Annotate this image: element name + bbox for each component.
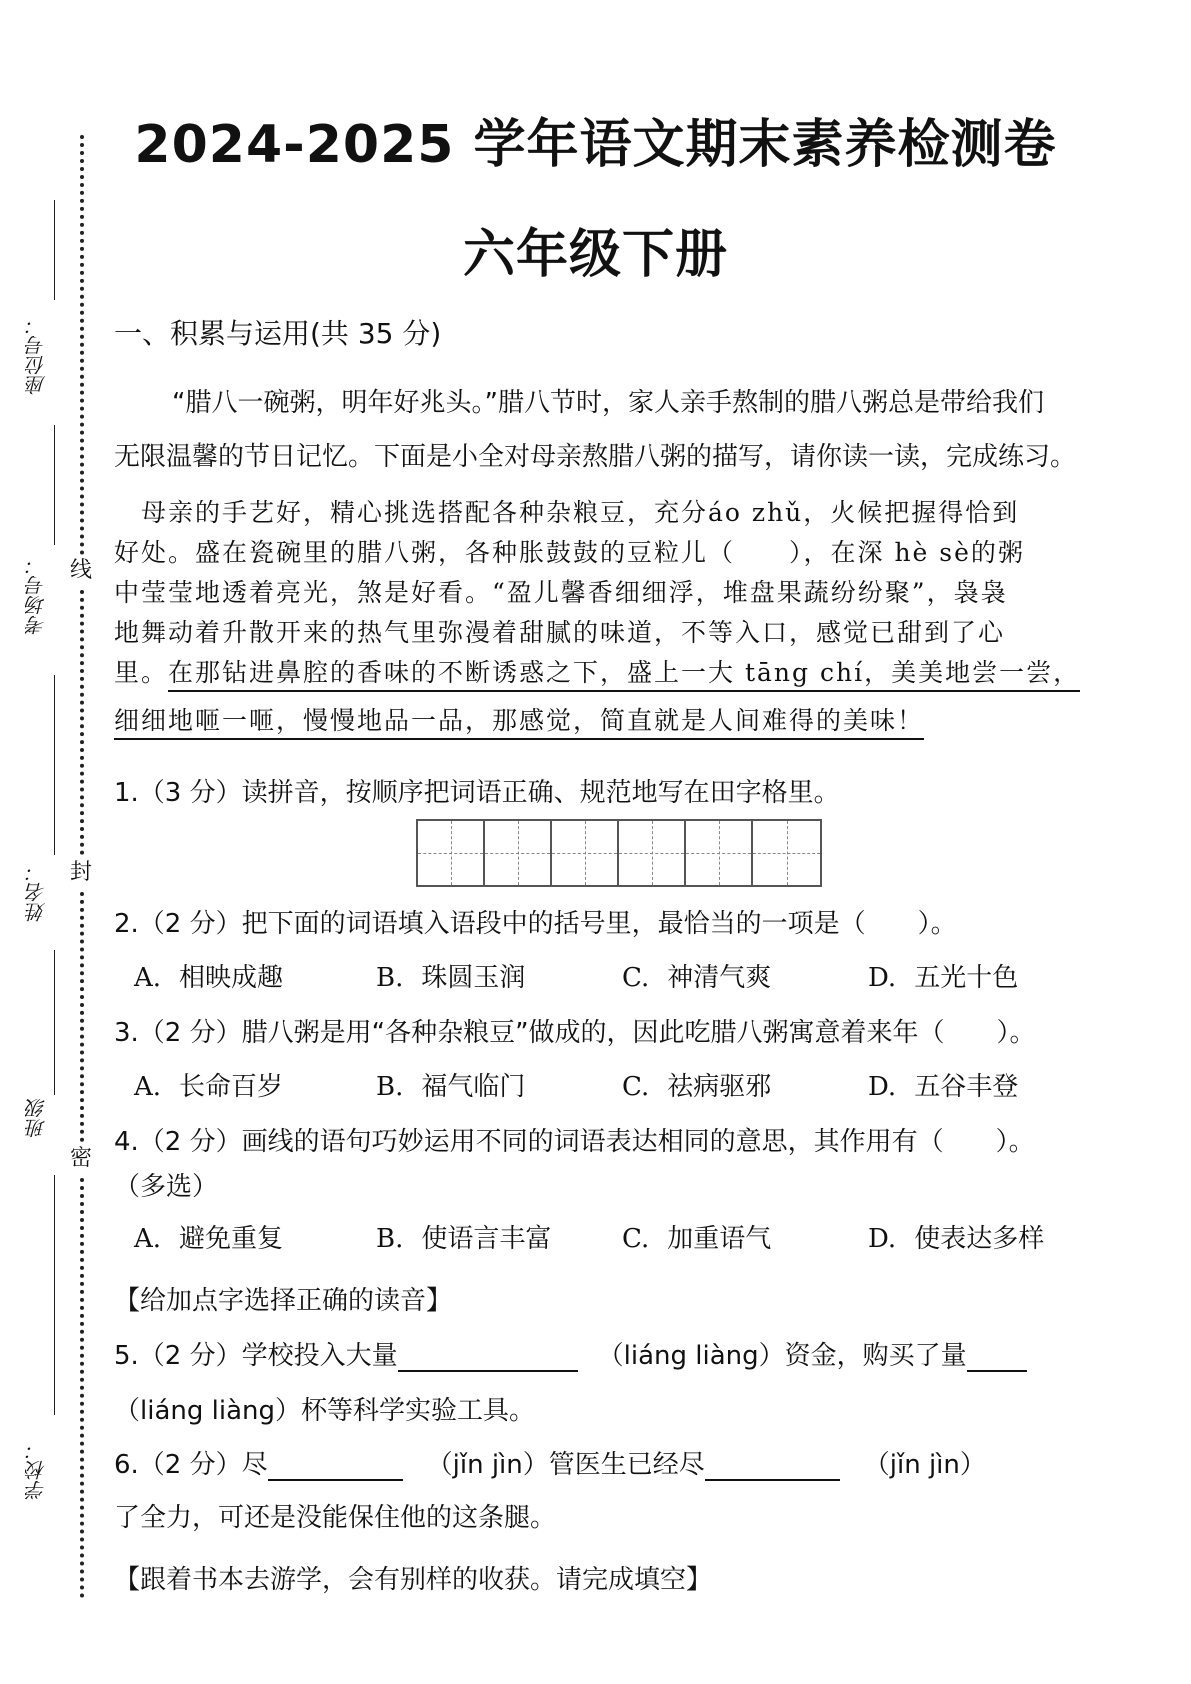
option-text: 福气临门 [421, 1072, 526, 1102]
option-a[interactable] [134, 1066, 283, 1103]
passage-line: 地舞动着升散开来的热气里弥漫着甜腻的味道，不等入口，感觉已甜到了心 [114, 618, 1006, 647]
passage-line: 中莹莹地透着亮光，煞是好看。“盈儿馨香细细浮，堆盘果蔬纷纷聚”，袅袅 [114, 578, 1008, 607]
grid-cell[interactable] [753, 821, 820, 885]
name-label: 姓名： [25, 862, 49, 922]
grid-cell[interactable] [418, 821, 485, 885]
option-key: A. [134, 1224, 162, 1254]
field-line [54, 675, 55, 855]
passage-text: 里。 [114, 658, 169, 687]
option-text: 使表达多样 [914, 1224, 1045, 1254]
option-key: C. [622, 1224, 650, 1254]
answer-blank[interactable] [967, 1344, 1027, 1372]
question-6 [114, 1444, 986, 1481]
question-text: （liáng liàng）资金，购买了量 [597, 1341, 967, 1371]
question-4: 4.（2 分）画线的语句巧妙运用不同的词语表达相同的意思，其作用有（ ）。 [114, 1127, 1035, 1157]
field-line [54, 1175, 55, 1415]
option-d[interactable] [868, 1218, 1044, 1255]
grid-cell[interactable] [552, 821, 619, 885]
option-d[interactable] [868, 957, 1018, 994]
passage-line: 母亲的手艺好，精心挑选搭配各种杂粮豆，充分áo zhǔ，火候把握得恰到 [114, 498, 1020, 527]
school-label: 学校： [25, 1440, 49, 1500]
option-text: 加重语气 [667, 1224, 772, 1254]
option-key: D. [868, 1224, 897, 1254]
question-6-cont: 了全力，可还是没能保住他的这条腿。 [114, 1503, 557, 1533]
question-5-cont: （liáng liàng）杯等科学实验工具。 [114, 1396, 535, 1426]
reading-passage [114, 493, 1126, 741]
binding-mark-feng: 封 [70, 860, 93, 885]
option-key: B. [376, 1072, 404, 1102]
exam-title: 2024-2025 学年语文期末素养检测卷 [134, 115, 1057, 175]
option-text: 使语言丰富 [421, 1224, 552, 1254]
question-text: （jǐn jìn） [863, 1450, 986, 1480]
exam-subtitle: 六年级下册 [462, 225, 728, 285]
grid-cell[interactable] [619, 821, 686, 885]
dotted-cut-line [80, 135, 84, 555]
option-text: 祛病驱邪 [667, 1072, 772, 1102]
dotted-cut-line [80, 590, 84, 855]
binding-mark-mi: 密 [70, 1146, 93, 1171]
option-key: D. [868, 1072, 897, 1102]
question-text: 6.（2 分）尽 [114, 1450, 268, 1480]
subsection-heading: 【跟着书本去游学，会有别样的收获。请完成填空】 [114, 1565, 713, 1595]
option-d[interactable] [868, 1066, 1018, 1103]
grid-cell[interactable] [485, 821, 552, 885]
option-b[interactable] [376, 1218, 551, 1255]
option-c[interactable] [622, 957, 771, 994]
field-line [54, 425, 55, 545]
option-a[interactable] [134, 1218, 283, 1255]
option-a[interactable] [134, 957, 283, 994]
option-c[interactable] [622, 1066, 771, 1103]
class-label: 班级 [25, 1098, 49, 1138]
option-text: 珠圆玉润 [421, 963, 526, 993]
seat-number-label: 座位号： [25, 315, 49, 395]
section-heading: 一、积累与运用(共 35 分) [114, 317, 442, 350]
dotted-cut-line [80, 1178, 84, 1598]
option-text: 五谷丰登 [914, 1072, 1019, 1102]
question-5 [114, 1335, 1027, 1372]
answer-blank[interactable] [398, 1344, 578, 1372]
option-text: 神清气爽 [667, 963, 772, 993]
grid-cell[interactable] [686, 821, 753, 885]
option-key: A. [134, 963, 162, 993]
answer-blank[interactable] [268, 1453, 403, 1481]
option-text: 五光十色 [914, 963, 1019, 993]
option-b[interactable] [376, 1066, 525, 1103]
passage-line: 好处。盛在瓷碗里的腊八粥，各种胀鼓鼓的豆粒儿（ ），在深 hè sè的粥 [114, 538, 1025, 567]
answer-blank[interactable] [705, 1453, 840, 1481]
question-text: 5.（2 分）学校投入大量 [114, 1341, 398, 1371]
question-2: 2.（2 分）把下面的词语填入语段中的括号里，最恰当的一项是（ ）。 [114, 909, 957, 939]
option-key: B. [376, 963, 404, 993]
intro-text: “腊八一碗粥，明年好兆头。”腊八节时，家人亲手熬制的腊八粥总是带给我们 [172, 388, 1044, 418]
multi-select-note: （多选） [114, 1172, 219, 1202]
question-1: 1.（3 分）读拼音，按顺序把词语正确、规范地写在田字格里。 [114, 778, 840, 808]
underlined-sentence: 在那钻进鼻腔的香味的不断诱惑之下，盛上一大 tāng chí，美美地尝一尝， [168, 658, 1080, 692]
binding-mark-xian: 线 [70, 558, 93, 583]
option-b[interactable] [376, 957, 525, 994]
question-3: 3.（2 分）腊八粥是用“各种杂粮豆”做成的，因此吃腊八粥寓意着来年（ ）。 [114, 1018, 1036, 1048]
intro-text: 无限温馨的节日记忆。下面是小全对母亲熬腊八粥的描写，请你读一读，完成练习。 [114, 442, 1077, 472]
option-key: A. [134, 1072, 162, 1102]
option-key: D. [868, 963, 897, 993]
dotted-cut-line [80, 892, 84, 1142]
tianzige-grid[interactable] [416, 819, 822, 887]
option-key: B. [376, 1224, 404, 1254]
passage-line [114, 653, 1126, 693]
subsection-heading: 【给加点字选择正确的读音】 [114, 1286, 453, 1316]
field-line [54, 950, 55, 1095]
underlined-sentence: 细细地咂一咂，慢慢地品一品，那感觉，简直就是人间难得的美味！ [114, 706, 924, 740]
option-key: C. [622, 1072, 650, 1102]
exam-room-label: 考场号： [25, 555, 49, 635]
passage-line [114, 701, 1126, 741]
option-text: 长命百岁 [179, 1072, 284, 1102]
option-text: 避免重复 [179, 1224, 284, 1254]
option-c[interactable] [622, 1218, 771, 1255]
option-text: 相映成趣 [179, 963, 284, 993]
option-key: C. [622, 963, 650, 993]
question-text: （jǐn jìn）管医生已经尽 [426, 1450, 705, 1480]
